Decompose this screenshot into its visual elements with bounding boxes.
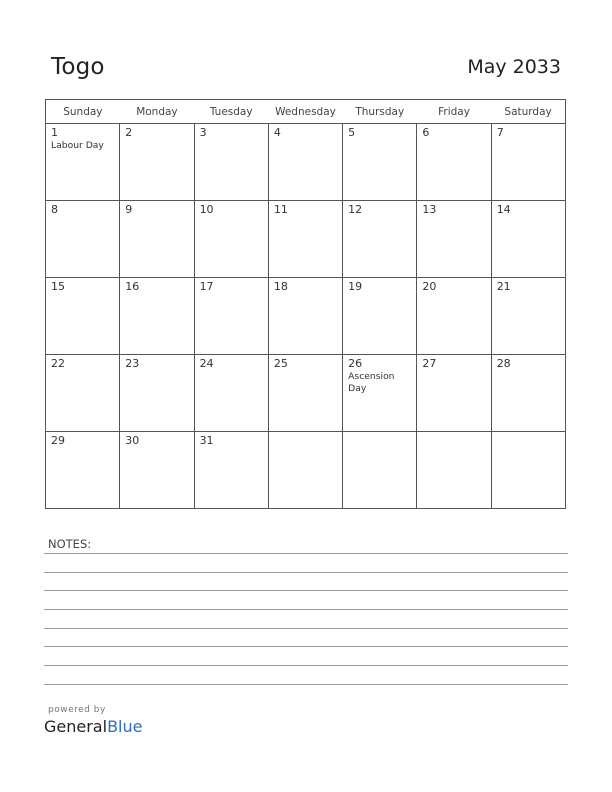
week-row: [46, 355, 566, 432]
brand-blue: Blue: [107, 717, 143, 736]
day-number: 21: [496, 280, 511, 293]
holiday-label: Labour Day: [51, 140, 104, 151]
weekday-header-row: [46, 100, 566, 124]
day-number: 1: [51, 126, 58, 139]
day-number: 27: [422, 357, 437, 370]
brand-logo: [44, 717, 142, 736]
day-cell: [491, 124, 565, 201]
day-cell: [417, 124, 491, 201]
brand-general: General: [44, 717, 108, 736]
country-title: Togo: [51, 54, 105, 80]
day-cell: [343, 432, 417, 509]
day-cell: [194, 355, 268, 432]
day-number: 8: [51, 203, 58, 216]
day-cell: [343, 201, 417, 278]
week-row: [46, 201, 566, 278]
day-number: 20: [422, 280, 437, 293]
day-number: 18: [273, 280, 288, 293]
day-cell: [120, 201, 194, 278]
day-number: 6: [422, 126, 430, 139]
day-cell: [491, 278, 565, 355]
day-number: 28: [496, 357, 511, 370]
day-number: 29: [51, 434, 65, 447]
day-cell: [417, 432, 491, 509]
notes-label: NOTES:: [48, 537, 92, 551]
notes-line: [44, 609, 568, 610]
weekday-monday: Monday: [120, 100, 194, 124]
day-number: 31: [199, 434, 214, 447]
day-cell: [268, 278, 342, 355]
day-cell: [120, 124, 194, 201]
day-cell: [268, 201, 342, 278]
day-cell: [120, 355, 194, 432]
day-cell: [491, 432, 565, 509]
week-row: [46, 278, 566, 355]
day-number: 9: [125, 203, 133, 216]
week-row: [46, 432, 566, 509]
month-year-title: May 2033: [467, 56, 561, 78]
day-number: 4: [273, 126, 281, 139]
day-cell: [194, 201, 268, 278]
calendar-grid: [45, 99, 566, 509]
day-number: 24: [199, 357, 214, 370]
day-number: 17: [199, 280, 214, 293]
day-number: 16: [125, 280, 140, 293]
day-cell: [343, 124, 417, 201]
day-number: 5: [348, 126, 356, 139]
day-cell: [417, 278, 491, 355]
day-cell: [194, 124, 268, 201]
day-number: 26: [348, 357, 363, 370]
day-cell: [491, 355, 565, 432]
day-cell: [46, 201, 120, 278]
weekday-thursday: Thursday: [343, 100, 417, 124]
day-cell: [268, 124, 342, 201]
weekday-tuesday: Tuesday: [194, 100, 268, 124]
day-number: 3: [199, 126, 207, 139]
day-cell: [268, 432, 342, 509]
day-cell: [343, 278, 417, 355]
day-number: 30: [125, 434, 140, 447]
day-number: 12: [348, 203, 363, 216]
day-number: 23: [125, 357, 140, 370]
weekday-sunday: Sunday: [46, 100, 120, 124]
notes-line: [44, 684, 568, 685]
day-number: 7: [496, 126, 504, 139]
day-cell: [46, 432, 120, 509]
day-cell: [194, 432, 268, 509]
notes-line: [44, 628, 568, 629]
notes-line: [44, 553, 568, 554]
day-number: 14: [496, 203, 511, 216]
weekday-wednesday: Wednesday: [268, 100, 342, 124]
day-cell: [417, 201, 491, 278]
day-number: 25: [273, 357, 288, 370]
weekday-saturday: Saturday: [491, 100, 565, 124]
day-cell: [491, 201, 565, 278]
day-number: 15: [51, 280, 65, 293]
weekday-friday: Friday: [417, 100, 491, 124]
day-number: 2: [125, 126, 133, 139]
notes-line: [44, 572, 568, 573]
day-cell: [120, 432, 194, 509]
day-number: 11: [273, 203, 288, 216]
day-cell: [120, 278, 194, 355]
week-row: [46, 124, 566, 201]
day-number: 10: [199, 203, 214, 216]
day-cell: [417, 355, 491, 432]
day-number: 22: [51, 357, 65, 370]
notes-line: [44, 646, 568, 647]
day-number: 13: [422, 203, 437, 216]
day-cell: [46, 124, 120, 201]
day-cell: [46, 278, 120, 355]
day-cell: [194, 278, 268, 355]
notes-line: [44, 590, 568, 591]
day-number: 19: [348, 280, 363, 293]
day-cell: [268, 355, 342, 432]
day-cell: [46, 355, 120, 432]
holiday-label: Ascension Day: [348, 371, 395, 394]
day-cell: [343, 355, 417, 432]
powered-by-text: powered by: [48, 705, 106, 715]
notes-line: [44, 665, 568, 666]
